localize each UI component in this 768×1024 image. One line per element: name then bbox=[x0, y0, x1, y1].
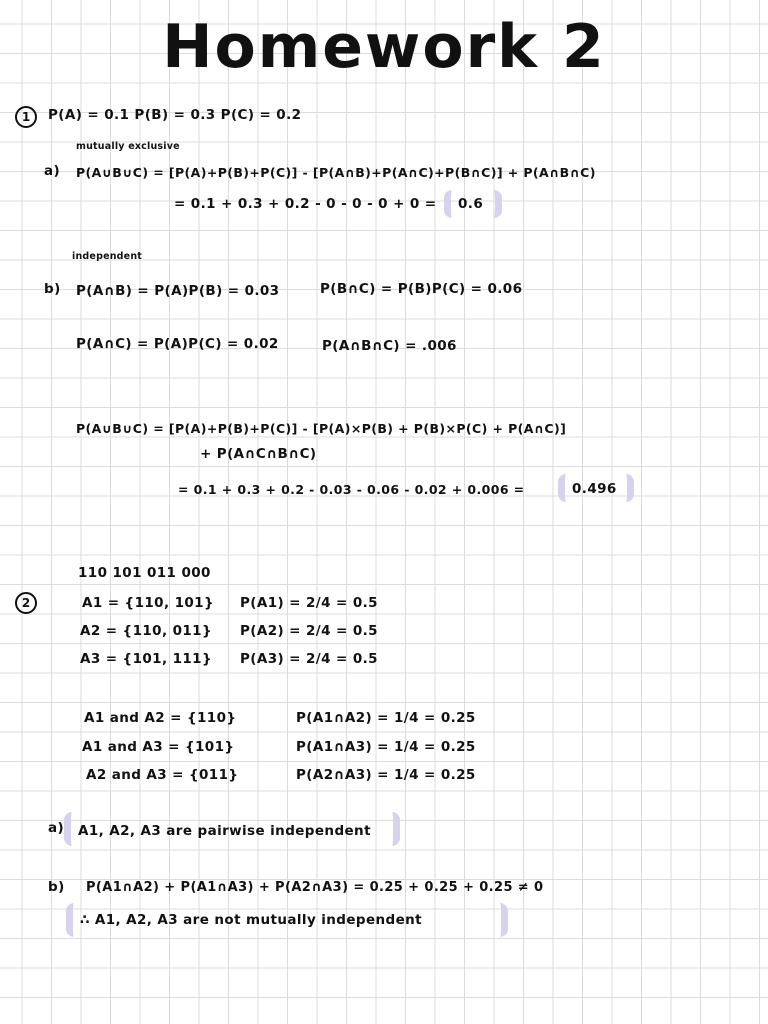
q2-p-a1: P(A1) = 2/4 = 0.5 bbox=[240, 595, 378, 611]
q1b-p-a-and-b: P(A∩B) = P(A)P(B) = 0.03 bbox=[76, 283, 280, 299]
q2-p-a2-and-a3: P(A2∩A3) = 1/4 = 0.25 bbox=[296, 767, 476, 783]
q1a-substitution: = 0.1 + 0.3 + 0.2 - 0 - 0 - 0 + 0 = bbox=[174, 196, 437, 212]
q1b-p-a-and-c: P(A∩C) = P(A)P(C) = 0.02 bbox=[76, 336, 279, 352]
q1-independent-label: independent bbox=[72, 251, 143, 262]
q2a-conclusion: A1, A2, A3 are pairwise independent bbox=[78, 823, 371, 839]
q1b-union-formula: P(A∪B∪C) = [P(A)+P(B)+P(C)] - [P(A)×P(B) + P(B)×P(C) + P(A∩C)] bbox=[76, 421, 567, 436]
q2-a2-and-a3: A2 and A3 = {011} bbox=[86, 767, 239, 783]
q2-p-a3: P(A3) = 2/4 = 0.5 bbox=[240, 651, 378, 667]
q1-mutually-exclusive-label: mutually exclusive bbox=[76, 141, 180, 152]
q2-a2-set: A2 = {110, 011} bbox=[80, 623, 212, 639]
q2b-label: b) bbox=[48, 879, 65, 895]
question-1-number: 1 bbox=[15, 106, 37, 128]
q1b-union-formula-cont: + P(A∩C∩B∩C) bbox=[200, 446, 317, 462]
q1b-p-b-and-c: P(B∩C) = P(B)P(C) = 0.06 bbox=[320, 281, 523, 297]
page-title: Homework 2 bbox=[162, 12, 606, 82]
q1a-answer: 0.6 bbox=[458, 196, 484, 212]
q2b-conclusion: ∴ A1, A2, A3 are not mutually independent bbox=[80, 912, 423, 928]
q1a-union-formula: P(A∪B∪C) = [P(A)+P(B)+P(C)] - [P(A∩B)+P(A∩C)+P(B∩C)] + P(A∩B∩C) bbox=[76, 165, 596, 180]
q2-a1-set: A1 = {110, 101} bbox=[82, 595, 214, 611]
q2-p-a1-and-a2: P(A1∩A2) = 1/4 = 0.25 bbox=[296, 710, 476, 726]
q2-a1-and-a3: A1 and A3 = {101} bbox=[82, 739, 235, 755]
q1b-answer: 0.496 bbox=[572, 481, 617, 497]
q2-a3-set: A3 = {101, 111} bbox=[80, 651, 212, 667]
q2a-label: a) bbox=[48, 820, 65, 836]
q2-p-a2: P(A2) = 2/4 = 0.5 bbox=[240, 623, 378, 639]
q2-a1-and-a2: A1 and A2 = {110} bbox=[84, 710, 237, 726]
q1b-label: b) bbox=[44, 281, 61, 297]
q2-p-a1-and-a3: P(A1∩A3) = 1/4 = 0.25 bbox=[296, 739, 476, 755]
q1b-p-a-b-c: P(A∩B∩C) = .006 bbox=[322, 338, 457, 354]
q2-outcomes: 110 101 011 000 bbox=[78, 565, 211, 581]
q1a-label: a) bbox=[44, 163, 61, 179]
q2b-sum-line: P(A1∩A2) + P(A1∩A3) + P(A2∩A3) = 0.25 + 0.25 + 0.25 ≠ 0 bbox=[86, 880, 544, 895]
q1-given-values: P(A) = 0.1 P(B) = 0.3 P(C) = 0.2 bbox=[48, 107, 302, 123]
q1b-substitution: = 0.1 + 0.3 + 0.2 - 0.03 - 0.06 - 0.02 + 0.006 = bbox=[178, 482, 525, 497]
question-2-number: 2 bbox=[15, 592, 37, 614]
